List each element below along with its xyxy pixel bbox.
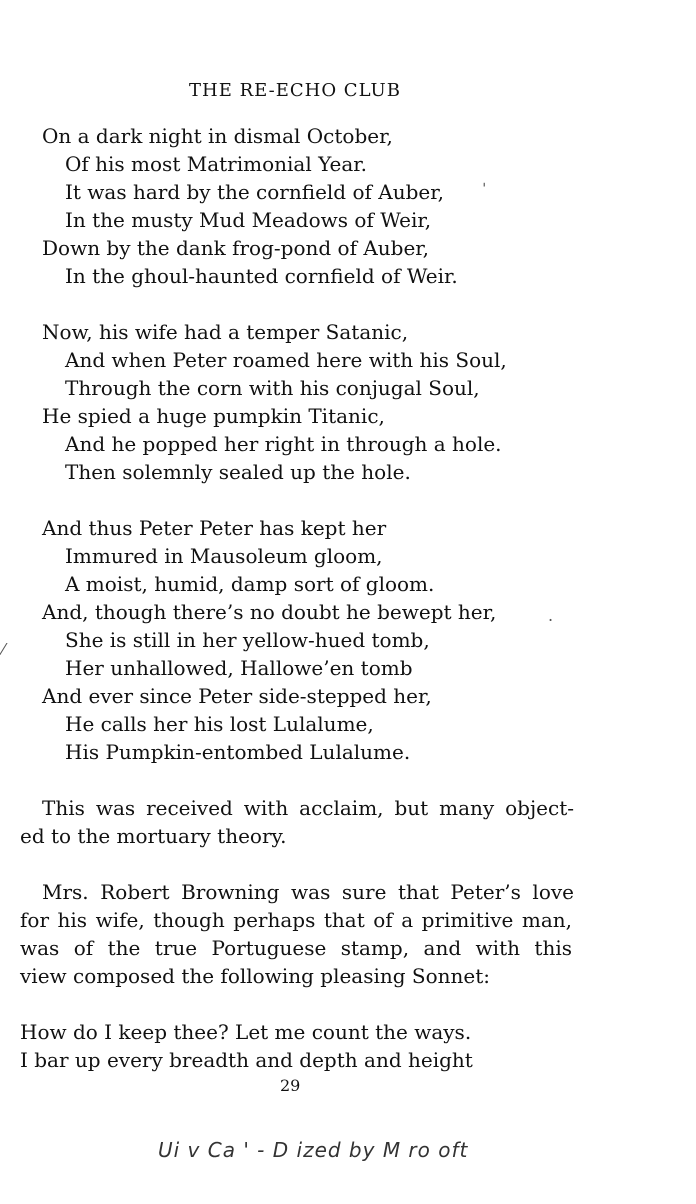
- stanza2-line-3: Through the corn with his conjugal Soul,: [65, 376, 480, 400]
- stanza3-line-9: His Pumpkin-entombed Lulalume.: [65, 740, 411, 764]
- running-head: THE RE-ECHO CLUB: [189, 80, 401, 101]
- paragraph1-line-1: This was received with acclaim, but many object-: [42, 796, 574, 820]
- stanza2-line-6: Then solemnly sealed up the hole.: [65, 460, 411, 484]
- stanza3-line-1: And thus Peter Peter has kept her: [42, 516, 387, 540]
- sonnet-line-1: How do I keep thee? Let me count the ways.: [20, 1020, 472, 1044]
- scan-speck: .: [548, 606, 554, 625]
- digitization-watermark: Ui v Ca ' - D ized by M ro oft: [158, 1138, 469, 1162]
- stanza3-line-3: A moist, humid, damp sort of gloom.: [65, 572, 435, 596]
- stanza2-line-1: Now, his wife had a temper Satanic,: [42, 320, 409, 344]
- sonnet-line-2: I bar up every breadth and depth and height: [20, 1048, 473, 1072]
- page-number: 29: [280, 1076, 301, 1095]
- scan-speck: ˈ: [482, 180, 487, 199]
- stanza1-line-1: On a dark night in dismal October,: [42, 124, 393, 148]
- paragraph2-line-1: Mrs. Robert Browning was sure that Peter’s love: [42, 880, 574, 904]
- stanza3-line-7: And ever since Peter side-stepped her,: [42, 684, 432, 708]
- paragraph1-line-2: ed to the mortuary theory.: [20, 824, 287, 848]
- stanza2-line-5: And he popped her right in through a hole.: [65, 432, 502, 456]
- stanza1-line-4: In the musty Mud Meadows of Weir,: [65, 208, 432, 232]
- stanza1-line-2: Of his most Matrimonial Year.: [65, 152, 368, 176]
- stanza3-line-2: Immured in Mausoleum gloom,: [65, 544, 383, 568]
- stanza1-line-6: In the ghoul-haunted cornfield of Weir.: [65, 264, 458, 288]
- stanza2-line-2: And when Peter roamed here with his Soul,: [65, 348, 507, 372]
- paragraph2-line-4: view composed the following pleasing Sonnet:: [20, 964, 491, 988]
- stanza3-line-5: She is still in her yellow-hued tomb,: [65, 628, 430, 652]
- scan-speck: ⁄: [2, 640, 5, 659]
- stanza3-line-6: Her unhallowed, Hallowe’en tomb: [65, 656, 413, 680]
- stanza3-line-8: He calls her his lost Lulalume,: [65, 712, 374, 736]
- paragraph2-line-3: was of the true Portuguese stamp, and with this: [20, 936, 572, 960]
- stanza1-line-3: It was hard by the cornfield of Auber,: [65, 180, 444, 204]
- stanza3-line-4: And, though there’s no doubt he bewept her,: [42, 600, 497, 624]
- paragraph2-line-2: for his wife, though perhaps that of a primitive man,: [20, 908, 572, 932]
- stanza2-line-4: He spied a huge pumpkin Titanic,: [42, 404, 385, 428]
- stanza1-line-5: Down by the dank frog-pond of Auber,: [42, 236, 430, 260]
